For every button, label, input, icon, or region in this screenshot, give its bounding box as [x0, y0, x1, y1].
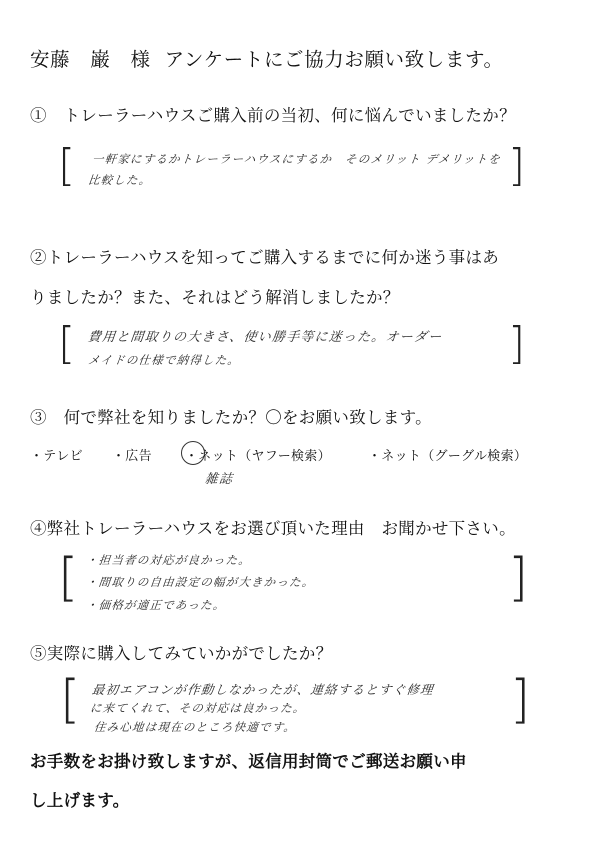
option-net-yahoo: ・ネット（ヤフー検索） [185, 449, 331, 464]
answer-2-left-bracket: [ [58, 318, 76, 369]
recipient-name: 安藤 巌 様 [30, 48, 151, 71]
closing-line-1: お手数をお掛け致しますが、返信用封筒でご郵送お願い申 [30, 752, 467, 771]
answer-5-right-bracket: ] [510, 670, 531, 730]
question-4-label: ④弊社トレーラーハウスをお選び頂いた理由 お聞かせ下さい。 [30, 519, 516, 538]
answer-5-line-1: 最初エアコンが作動しなかったが、連絡するとすぐ修理 [91, 682, 435, 697]
question-5-label: ⑤実際に購入してみていかがでしたか？ [30, 644, 333, 663]
answer-1-right-bracket: ] [508, 140, 526, 191]
answer-1-line-2: 比較した。 [87, 173, 153, 187]
question-2-label-line-1: ②トレーラーハウスを知ってご購入するまでに何か迷う事はあ [30, 248, 500, 267]
question-3-label: ③ 何で弊社を知りましたか？〇をお願い致します。 [30, 408, 432, 427]
option-ad: ・広告 [112, 449, 152, 464]
answer-4-right-bracket: ] [508, 548, 529, 608]
title-request: アンケートにご協力お願い致します。 [164, 48, 504, 71]
answer-2-right-bracket: ] [508, 318, 526, 369]
question-2-label-line-2: りましたか？また、それはどう解消しましたか？ [30, 288, 400, 307]
answer-1-left-bracket: [ [58, 140, 76, 191]
option-tv: ・テレビ [30, 449, 83, 464]
answer-5-left-bracket: [ [60, 670, 81, 730]
answer-1-line-1: 一軒家にするかトレーラーハウスにするか そのメリット デメリットを [91, 152, 502, 166]
answer-4-line-3: ・価格が適正であった。 [85, 598, 227, 612]
answer-5-line-3: 住み心地は現在のところ快適です。 [93, 720, 298, 734]
answer-2-line-2: メイドの仕様で納得した。 [87, 353, 241, 367]
answer-5-line-2: に来てくれて、その対応は良かった。 [89, 701, 307, 715]
handwritten-magazine: 雑誌 [204, 472, 234, 487]
answer-2-line-1: 費用と間取りの大きさ、使い勝手等に迷った。オーダー [87, 330, 444, 345]
option-net-google: ・ネット（グーグル検索） [368, 449, 528, 464]
answer-4-line-2: ・間取りの自由設定の幅が大きかった。 [85, 575, 316, 589]
answer-4-line-1: ・担当者の対応が良かった。 [85, 553, 252, 567]
answer-4-left-bracket: [ [58, 548, 79, 608]
closing-line-2: し上げます。 [30, 791, 130, 810]
page-title [30, 44, 504, 72]
question-1-label: ① トレーラーハウスご購入前の当初、何に悩んでいましたか？ [30, 106, 516, 125]
